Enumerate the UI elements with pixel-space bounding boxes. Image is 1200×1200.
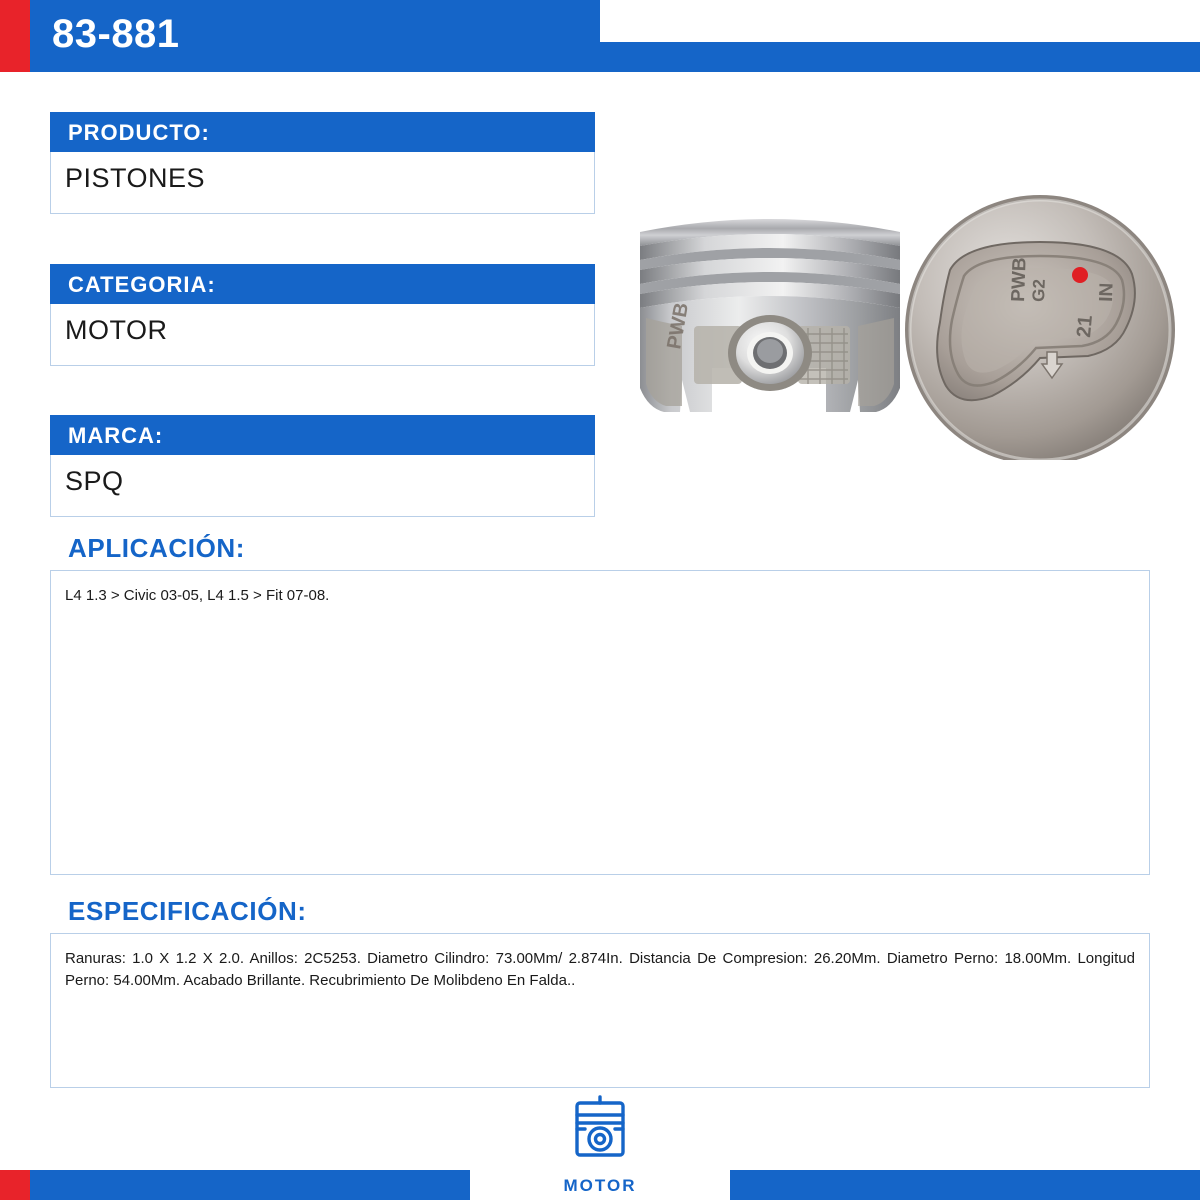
field-producto-value: PISTONES — [50, 152, 595, 214]
aplicacion-heading: APLICACIÓN: — [68, 533, 246, 563]
piston-side-view — [640, 219, 900, 412]
especificacion-heading: ESPECIFICACIÓN: — [68, 896, 307, 926]
page-title: 83-881 — [52, 12, 180, 56]
piston-top-view — [905, 195, 1175, 460]
field-categoria — [50, 264, 595, 366]
field-producto-label: PRODUCTO: — [50, 112, 595, 152]
svg-text:G2: G2 — [1029, 278, 1049, 303]
svg-text:21: 21 — [1073, 314, 1097, 339]
field-producto — [50, 112, 595, 214]
header-red-accent — [0, 0, 30, 72]
svg-text:PWB: PWB — [1008, 257, 1031, 303]
field-categoria-label: CATEGORIA: — [50, 264, 595, 304]
engine-piston-icon — [565, 1150, 635, 1167]
product-image — [620, 150, 1180, 460]
page-header — [0, 0, 1200, 72]
header-blue-bar-right — [600, 42, 1200, 72]
especificacion-box — [50, 933, 1150, 1088]
red-dot-marking — [1072, 267, 1088, 283]
page-footer — [0, 1170, 1200, 1200]
field-marca-label: MARCA: — [50, 415, 595, 455]
aplicacion-box — [50, 570, 1150, 875]
field-categoria-value: MOTOR — [50, 304, 595, 366]
field-marca-value: SPQ — [50, 455, 595, 517]
svg-text:IN: IN — [1096, 282, 1118, 303]
aplicacion-text: L4 1.3 > Civic 03-05, L4 1.5 > Fit 07-08. — [65, 587, 330, 604]
field-marca — [50, 415, 595, 517]
footer-label: MOTOR — [563, 1176, 637, 1195]
footer-icon-wrap — [0, 1095, 1200, 1168]
especificacion-text: Ranuras: 1.0 X 1.2 X 2.0. Anillos: 2C5253. Diametro Cilindro: 73.00Mm/ 2.874In. Distancia De Compresion: 26.20Mm. Diametro Perno: 18.00Mm. Longitud Perno: 54.00Mm. Acabado Brillante. Recubrimiento De Molibdeno En Falda.. — [65, 950, 1135, 989]
piston-side-marking: PWB — [663, 301, 694, 351]
